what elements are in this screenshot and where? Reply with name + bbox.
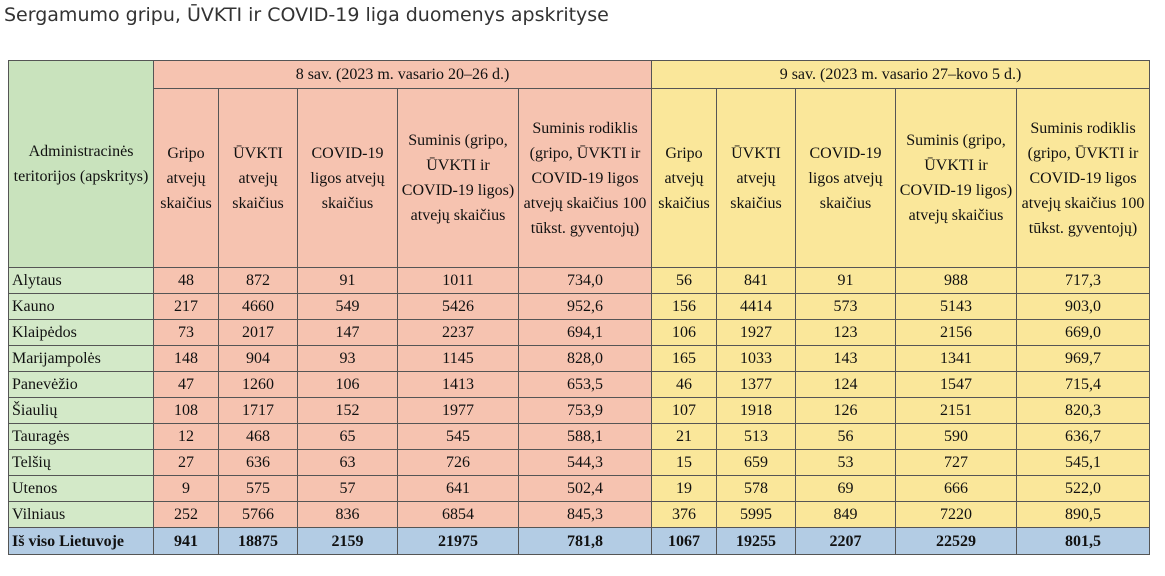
table-cell: 502,4 (519, 476, 652, 502)
week-8-total-header: Suminis (gripo, ŪVKTI ir COVID-19 ligos) atvejų skaičius (398, 89, 519, 268)
table-cell: 1260 (219, 372, 298, 398)
table-cell: 845,3 (519, 502, 652, 528)
table-cell: 91 (796, 268, 896, 294)
table-cell: 636 (219, 450, 298, 476)
table-cell: 12 (154, 424, 219, 450)
table-cell: 694,1 (519, 320, 652, 346)
table-cell: 5995 (717, 502, 796, 528)
table-body (9, 268, 1150, 555)
table-cell: 2156 (896, 320, 1017, 346)
table-cell: 21 (652, 424, 717, 450)
table-cell: 1145 (398, 346, 519, 372)
table-cell: 872 (219, 268, 298, 294)
table-cell: 165 (652, 346, 717, 372)
table-cell: 21975 (398, 528, 519, 555)
table-cell: 57 (298, 476, 398, 502)
table-cell: 669,0 (1017, 320, 1150, 346)
table-cell: 734,0 (519, 268, 652, 294)
table-cell: 545,1 (1017, 450, 1150, 476)
region-name: Tauragės (9, 424, 154, 450)
total-label: Iš viso Lietuvoje (9, 528, 154, 555)
table-cell: 890,5 (1017, 502, 1150, 528)
table-cell: 123 (796, 320, 896, 346)
table-cell: 5426 (398, 294, 519, 320)
table-cell: 578 (717, 476, 796, 502)
table-cell: 1977 (398, 398, 519, 424)
table-cell: 56 (796, 424, 896, 450)
table-cell: 2159 (298, 528, 398, 555)
table-cell: 27 (154, 450, 219, 476)
table-cell: 126 (796, 398, 896, 424)
table-cell: 653,5 (519, 372, 652, 398)
table-cell: 2207 (796, 528, 896, 555)
table-cell: 1011 (398, 268, 519, 294)
table-row (9, 398, 1150, 424)
table-cell: 726 (398, 450, 519, 476)
table-cell: 659 (717, 450, 796, 476)
table-cell: 573 (796, 294, 896, 320)
table-cell: 849 (796, 502, 896, 528)
region-name: Kauno (9, 294, 154, 320)
table-cell: 666 (896, 476, 1017, 502)
table-cell: 53 (796, 450, 896, 476)
table-cell: 108 (154, 398, 219, 424)
table-cell: 904 (219, 346, 298, 372)
table-cell: 544,3 (519, 450, 652, 476)
table-cell: 56 (652, 268, 717, 294)
table-cell: 1717 (219, 398, 298, 424)
table-cell: 93 (298, 346, 398, 372)
table-cell: 5766 (219, 502, 298, 528)
table-cell: 2017 (219, 320, 298, 346)
table-cell: 9 (154, 476, 219, 502)
region-name: Telšių (9, 450, 154, 476)
week-8-rate-header: Suminis rodiklis (gripo, ŪVKTI ir COVID-19 ligos atvejų skaičius 100 tūkst. gyventojų) (519, 89, 652, 268)
table-cell: 781,8 (519, 528, 652, 555)
table-cell: 22529 (896, 528, 1017, 555)
table-row (9, 502, 1150, 528)
table-cell: 1341 (896, 346, 1017, 372)
table-cell: 588,1 (519, 424, 652, 450)
table-row (9, 450, 1150, 476)
table-cell: 717,3 (1017, 268, 1150, 294)
table-cell: 1918 (717, 398, 796, 424)
week-8-uri-header: ŪVKTI atvejų skaičius (219, 89, 298, 268)
table-cell: 753,9 (519, 398, 652, 424)
region-name: Marijampolės (9, 346, 154, 372)
table-cell: 147 (298, 320, 398, 346)
table-cell: 19255 (717, 528, 796, 555)
table-cell: 836 (298, 502, 398, 528)
week-9-covid-header: COVID-19 ligos atvejų skaičius (796, 89, 896, 268)
table-cell: 107 (652, 398, 717, 424)
page-title: Sergamumo gripu, ŪVKTI ir COVID-19 liga duomenys apskrityse (4, 4, 609, 26)
table-cell: 4660 (219, 294, 298, 320)
table-cell: 156 (652, 294, 717, 320)
week-8-covid-header: COVID-19 ligos atvejų skaičius (298, 89, 398, 268)
table-row (9, 294, 1150, 320)
table-cell: 1927 (717, 320, 796, 346)
table-cell: 5143 (896, 294, 1017, 320)
table-cell: 941 (154, 528, 219, 555)
table-cell: 715,4 (1017, 372, 1150, 398)
table-row (9, 346, 1150, 372)
table-cell: 4414 (717, 294, 796, 320)
table-cell: 468 (219, 424, 298, 450)
table-cell: 1547 (896, 372, 1017, 398)
table-cell: 15 (652, 450, 717, 476)
table-cell: 522,0 (1017, 476, 1150, 502)
region-name: Alytaus (9, 268, 154, 294)
week-8-header: 8 sav. (2023 m. vasario 20–26 d.) (154, 61, 652, 89)
table-cell: 969,7 (1017, 346, 1150, 372)
table-cell: 73 (154, 320, 219, 346)
table-cell: 903,0 (1017, 294, 1150, 320)
table-cell: 545 (398, 424, 519, 450)
week-9-uri-header: ŪVKTI atvejų skaičius (717, 89, 796, 268)
table-cell: 2151 (896, 398, 1017, 424)
table-cell: 1033 (717, 346, 796, 372)
table-row (9, 372, 1150, 398)
table-cell: 47 (154, 372, 219, 398)
table-cell: 252 (154, 502, 219, 528)
region-column-header: Administracinės teritorijos (apskritys) (9, 61, 154, 268)
table-cell: 820,3 (1017, 398, 1150, 424)
table-cell: 217 (154, 294, 219, 320)
week-9-total-header: Suminis (gripo, ŪVKTI ir COVID-19 ligos) atvejų skaičius (896, 89, 1017, 268)
table-cell: 152 (298, 398, 398, 424)
table-row (9, 268, 1150, 294)
table-cell: 841 (717, 268, 796, 294)
week-9-header: 9 sav. (2023 m. vasario 27–kovo 5 d.) (652, 61, 1150, 89)
week-8-flu-header: Gripo atvejų skaičius (154, 89, 219, 268)
table-cell: 65 (298, 424, 398, 450)
table-cell: 106 (298, 372, 398, 398)
table-cell: 91 (298, 268, 398, 294)
region-name: Klaipėdos (9, 320, 154, 346)
week-9-rate-header: Suminis rodiklis (gripo, ŪVKTI ir COVID-19 ligos atvejų skaičius 100 tūkst. gyventojų) (1017, 89, 1150, 268)
table-cell: 106 (652, 320, 717, 346)
table-row (9, 476, 1150, 502)
table-cell: 636,7 (1017, 424, 1150, 450)
region-name: Panevėžio (9, 372, 154, 398)
total-row (9, 528, 1150, 555)
table-cell: 69 (796, 476, 896, 502)
table-cell: 124 (796, 372, 896, 398)
table-cell: 988 (896, 268, 1017, 294)
table-cell: 143 (796, 346, 896, 372)
table-cell: 48 (154, 268, 219, 294)
region-name: Vilniaus (9, 502, 154, 528)
table-cell: 575 (219, 476, 298, 502)
table-cell: 148 (154, 346, 219, 372)
table-cell: 63 (298, 450, 398, 476)
table-cell: 1067 (652, 528, 717, 555)
region-name: Utenos (9, 476, 154, 502)
table-cell: 19 (652, 476, 717, 502)
table-cell: 1413 (398, 372, 519, 398)
table-cell: 46 (652, 372, 717, 398)
table-cell: 549 (298, 294, 398, 320)
table-cell: 952,6 (519, 294, 652, 320)
week-9-flu-header: Gripo atvejų skaičius (652, 89, 717, 268)
statistics-table (8, 60, 1150, 555)
table-cell: 18875 (219, 528, 298, 555)
table-cell: 2237 (398, 320, 519, 346)
region-name: Šiaulių (9, 398, 154, 424)
table-cell: 376 (652, 502, 717, 528)
table-row (9, 424, 1150, 450)
table-cell: 6854 (398, 502, 519, 528)
table-cell: 801,5 (1017, 528, 1150, 555)
table-cell: 590 (896, 424, 1017, 450)
table-cell: 828,0 (519, 346, 652, 372)
table-cell: 1377 (717, 372, 796, 398)
table-cell: 641 (398, 476, 519, 502)
table-cell: 513 (717, 424, 796, 450)
table-cell: 727 (896, 450, 1017, 476)
table-cell: 7220 (896, 502, 1017, 528)
table-row (9, 320, 1150, 346)
